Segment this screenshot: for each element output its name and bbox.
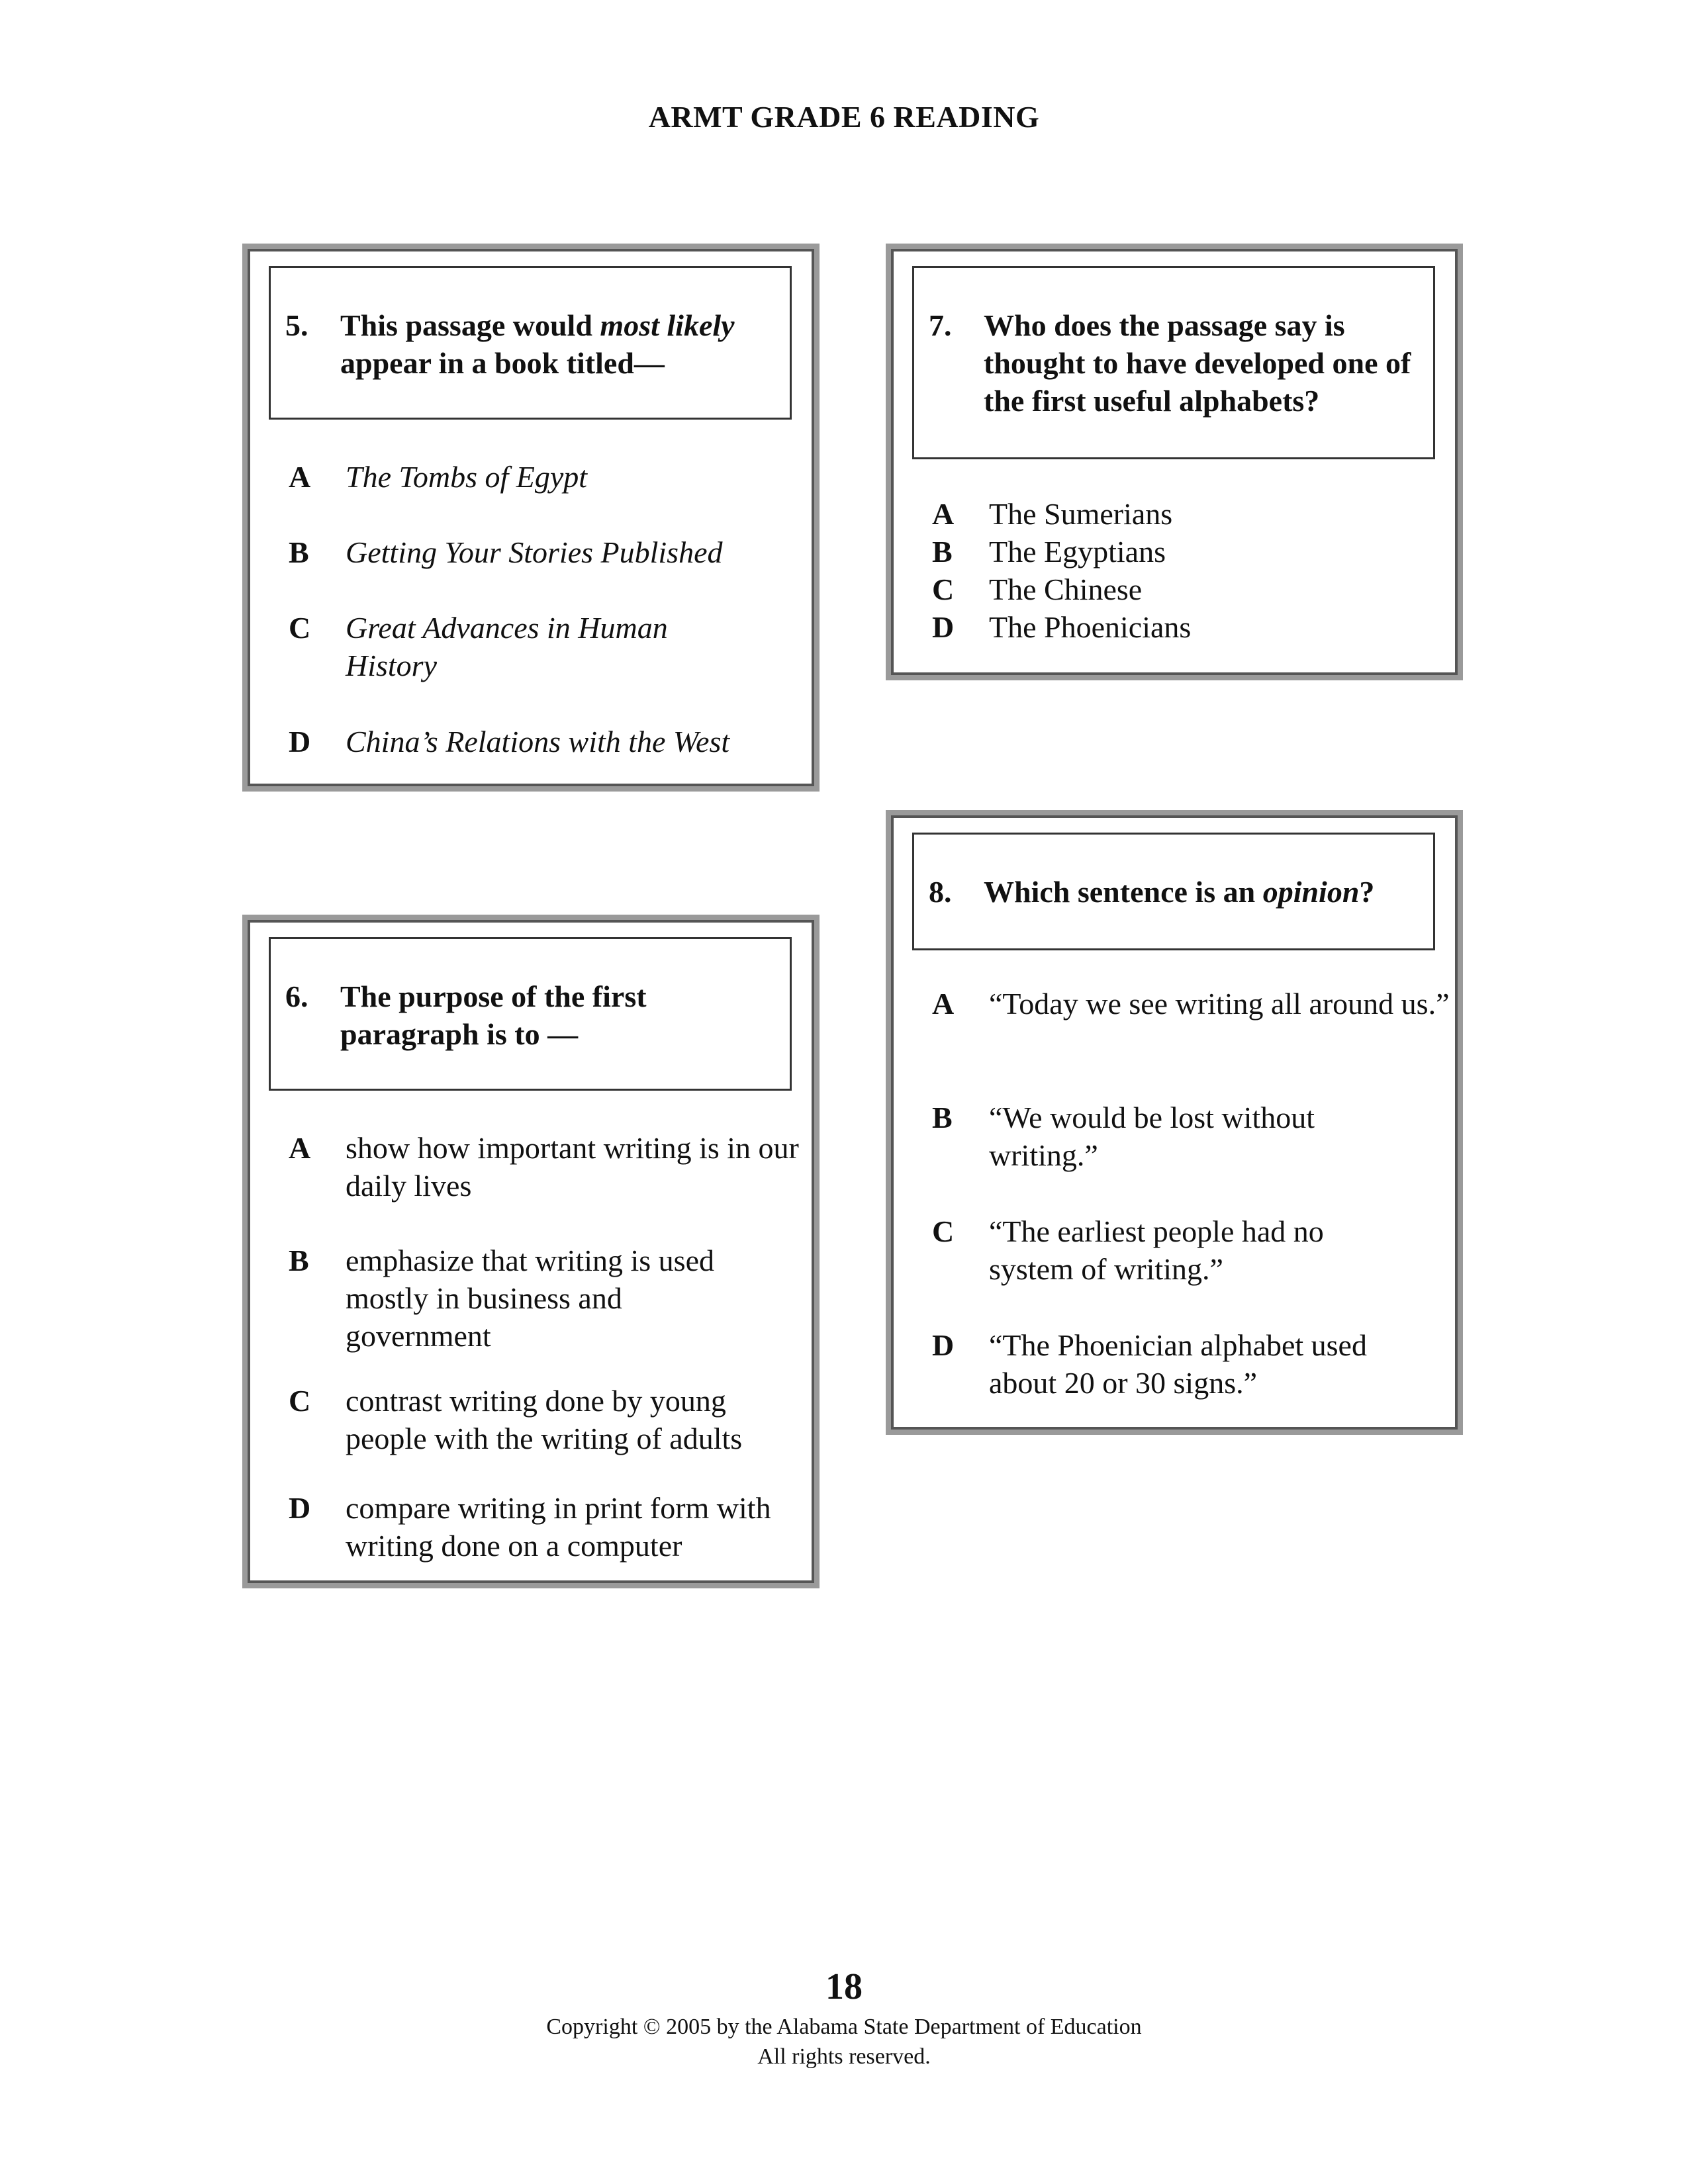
- question-card-5: [242, 244, 820, 792]
- page-number: 18: [825, 1966, 863, 2007]
- option-letter: A: [932, 497, 955, 531]
- question-text: The purpose of the first paragraph is to —: [340, 979, 647, 1051]
- question-stem-8: [912, 833, 1435, 950]
- option-text: “Today we see writing all around us.”: [989, 987, 1450, 1021]
- option-text: contrast writing done by young people with the writing of adults: [346, 1384, 743, 1455]
- option-letter: B: [932, 1101, 953, 1134]
- option-text: The Egyptians: [989, 535, 1166, 569]
- option-text: The Tombs of Egypt: [346, 460, 588, 494]
- option-letter: D: [932, 610, 955, 644]
- question-number: 6.: [285, 979, 308, 1013]
- question-stem-5: [269, 266, 792, 420]
- option-letter: B: [932, 535, 953, 569]
- question-text: Which sentence is an opinion?: [984, 875, 1375, 909]
- option-text: Great Advances in Human History: [346, 611, 668, 682]
- option-letter: D: [289, 725, 311, 758]
- question-stem-6: [269, 937, 792, 1091]
- option-letter: B: [289, 535, 309, 569]
- option-text: “We would be lost without writing.”: [989, 1101, 1315, 1172]
- emphasis-text: most likely: [600, 308, 735, 342]
- question-stem-7: [912, 266, 1435, 459]
- question-card-8: [886, 810, 1463, 1435]
- rights-line: All rights reserved.: [757, 2044, 931, 2069]
- option-text: compare writing in print form with writing done on a computer: [346, 1491, 771, 1563]
- copyright-line: Copyright © 2005 by the Alabama State Department of Education: [546, 2015, 1142, 2039]
- option-text: The Chinese: [989, 572, 1143, 606]
- page-title: ARMT GRADE 6 READING: [648, 100, 1040, 134]
- option-letter: D: [932, 1328, 955, 1362]
- option-text: “The earliest people had no system of writing.”: [989, 1214, 1324, 1286]
- option-text: China’s Relations with the West: [346, 725, 730, 758]
- option-text: The Phoenicians: [989, 610, 1192, 644]
- question-number: 8.: [929, 875, 952, 909]
- option-letter: A: [932, 987, 955, 1021]
- option-letter: C: [289, 611, 311, 645]
- emphasis-text: opinion: [1262, 875, 1360, 909]
- option-letter: C: [932, 572, 955, 606]
- option-text: show how important writing is in our daily lives: [346, 1131, 799, 1203]
- question-text: This passage would most likely appear in a book titled—: [340, 308, 735, 380]
- question-card-6: [242, 915, 820, 1588]
- question-number: 7.: [929, 308, 952, 342]
- copyright-notice: [0, 2012, 1688, 2071]
- option-text: emphasize that writing is used mostly in business and government: [346, 1244, 714, 1353]
- option-letter: A: [289, 1131, 311, 1165]
- option-letter: A: [289, 460, 311, 494]
- option-text: Getting Your Stories Published: [346, 535, 723, 569]
- question-text: Who does the passage say is thought to have developed one of the first useful alphabets?: [984, 308, 1411, 418]
- option-text: “The Phoenician alphabet used about 20 or 30 signs.”: [989, 1328, 1367, 1400]
- question-card-7: [886, 244, 1463, 680]
- option-letter: C: [932, 1214, 955, 1248]
- option-text: The Sumerians: [989, 497, 1173, 531]
- option-letter: D: [289, 1491, 311, 1525]
- question-number: 5.: [285, 308, 308, 342]
- option-letter: B: [289, 1244, 309, 1277]
- option-letter: C: [289, 1384, 311, 1418]
